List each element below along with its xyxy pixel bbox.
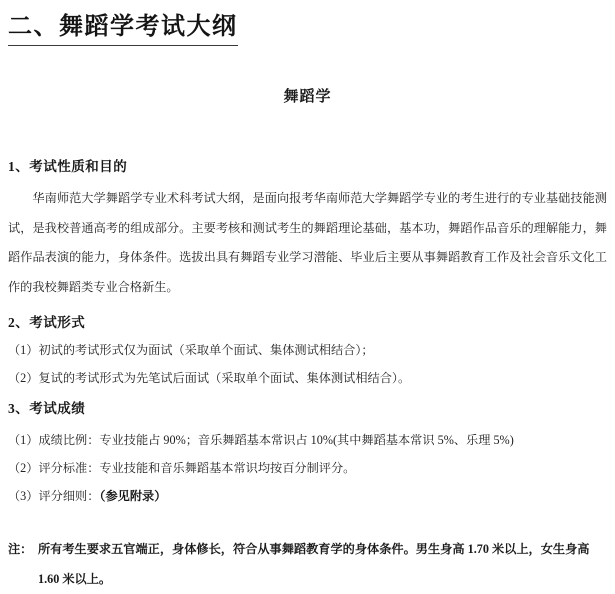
score-item-3 — [8, 482, 607, 510]
section-2-heading: 2、考试形式 — [8, 315, 86, 331]
exam-form-item-2: （2）复试的考试形式为先笔试后面试（采取单个面试、集体测试相结合）。 — [8, 371, 411, 386]
section-3-heading: 3、考试成绩 — [8, 401, 86, 417]
page-title: 二、舞蹈学考试大纲 — [8, 12, 238, 46]
score-item-1: （1）成绩比例：专业技能占 90%；音乐舞蹈基本常识占 10%(其中舞蹈基本常识 5%、乐理 5%) — [8, 433, 514, 448]
section-1-heading: 1、考试性质和目的 — [8, 159, 128, 174]
note-block — [8, 534, 607, 594]
note-label: 注： — [8, 542, 33, 557]
note-text: 所有考生要求五官端正，身体修长，符合从事舞蹈教育学的身体条件。男生身高 1.70 米以上，女生身高 1.60 米以上。 — [38, 542, 590, 587]
subject-title: 舞蹈学 — [283, 89, 332, 105]
section-3-items — [8, 426, 607, 510]
score-item-3-prefix: （3）评分细则： — [8, 489, 100, 504]
score-item-2: （2）评分标准：专业技能和音乐舞蹈基本常识均按百分制评分。 — [8, 461, 356, 476]
exam-form-item-1: （1）初试的考试形式仅为面试（采取单个面试、集体测试相结合）； — [8, 343, 374, 358]
section-2-items — [8, 336, 607, 392]
appendix-reference: （参见附录） — [99, 489, 167, 504]
section-1-paragraph: 华南师范大学舞蹈学专业术科考试大纲，是面向报考华南师范大学舞蹈学专业的考生进行的专业基础技能测试，是我校普通高考的组成部分。主要考核和测试考生的舞蹈理论基础，基本功，舞蹈作品音乐的理解能力，舞蹈作品表演的能力，身体条件。选拔出具有舞蹈专业学习潜能、毕业后主要从事舞蹈教育工作及社会音乐文化工作的我校舞蹈类专业合格新生。 — [8, 191, 607, 294]
